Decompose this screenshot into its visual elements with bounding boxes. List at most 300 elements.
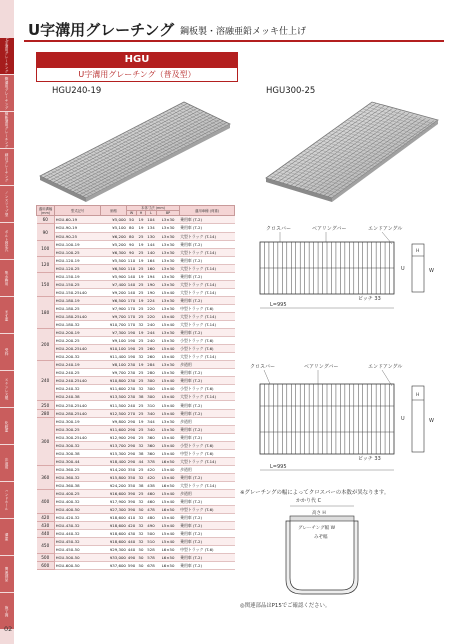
cell-l: 500 (147, 531, 155, 537)
cell-l: 300 (147, 378, 155, 384)
cell-w: 90 (127, 248, 137, 256)
cell-model: HGU-120-19 (55, 256, 101, 264)
table-row (37, 546, 235, 554)
label-pitch-2: ピッチ 33 (358, 456, 381, 462)
cell-load: 大型トラック (T-14) (180, 264, 235, 272)
table-row (37, 232, 235, 240)
cell-h: 25 (137, 337, 146, 345)
cell-h: 25 (137, 401, 146, 409)
cell-l: 378 (147, 458, 155, 464)
cell-width: 120 (37, 256, 55, 272)
cell-h: 19 (137, 224, 146, 232)
table-row (37, 441, 235, 449)
cell-price: ¥18,600 (101, 514, 127, 522)
cell-h: 25 (137, 345, 146, 353)
cell-l: 160 (147, 265, 155, 271)
cell-model: HGU-150-19 (55, 272, 101, 280)
cell-load: 歩道用 (180, 465, 235, 473)
cell-price: ¥15,300 (101, 449, 127, 457)
cell-price: ¥16,600 (101, 490, 127, 498)
cell-bar: L5×40 (157, 385, 180, 393)
cell-width: 250 (37, 401, 55, 409)
cell-w: 410 (127, 515, 136, 521)
cell-price: ¥13,700 (101, 441, 127, 449)
table-row (37, 457, 235, 465)
cell-load: 大型トラック (T-14) (180, 248, 235, 256)
sidebar-tab[interactable]: 横断溝用グレーチング (0, 112, 14, 149)
header-model: 型式記号 (55, 206, 101, 216)
table-row (37, 490, 235, 498)
cell-width: 280 (37, 409, 55, 417)
label-section-top: かかり代 C (296, 498, 322, 504)
table-row (37, 506, 235, 514)
cell-l: 344 (147, 418, 155, 424)
cell-w: 170 (127, 313, 136, 319)
cell-price: ¥18,400 (101, 457, 127, 465)
cell-h: 32 (137, 473, 146, 481)
cell-l: 190 (147, 289, 155, 295)
sidebar-tab[interactable]: 関連部品 (0, 556, 14, 593)
cell-load: 乗用車 (T-2) (180, 216, 235, 224)
cell-load: 大型トラック (T-14) (180, 280, 235, 288)
cell-l: 438 (147, 482, 155, 488)
cell-w: 110 (127, 265, 136, 271)
cell-bar: L3×30 (157, 256, 180, 264)
cell-h: 19 (137, 256, 146, 264)
cell-load: 乗用車 (T-2) (180, 433, 235, 441)
cell-h: 38 (137, 449, 146, 457)
cell-load: 歩道用 (180, 361, 235, 369)
cell-l: 420 (147, 474, 155, 480)
footnote: ◎関連部品はP15でご確認ください。 (240, 603, 331, 609)
cell-w: 350 (127, 482, 136, 488)
cell-bar: L3×30 (157, 232, 180, 240)
cell-width: 100 (37, 240, 55, 256)
cell-width: 400 (37, 490, 55, 514)
cell-bar: L3×30 (157, 304, 180, 312)
cell-price: ¥18,600 (101, 538, 127, 546)
cell-load: 中型トラック (T-6) (180, 304, 235, 312)
cell-bar: L3×30 (157, 264, 180, 272)
cell-price: ¥11,400 (101, 353, 127, 361)
cell-load: 乗用車 (T-2) (180, 530, 235, 538)
label-h: H (416, 249, 420, 254)
cell-load: 小型トラック (T-6) (180, 441, 235, 449)
sidebar-tab[interactable]: ノンスリップ型 (0, 186, 14, 223)
cell-bar: L5×40 (157, 288, 180, 296)
cell-bar: L5×40 (157, 433, 180, 441)
cell-h: 25 (137, 425, 146, 433)
cell-bar: L5×30 (157, 337, 180, 345)
cell-h: 25 (137, 280, 146, 288)
table-row (37, 481, 235, 489)
cell-bar: L5×40 (157, 498, 180, 506)
cell-model: HGU-420-32 (55, 514, 101, 522)
cell-price: ¥13,500 (101, 393, 127, 401)
sidebar-tab[interactable]: U字溝用グレーチング (0, 38, 14, 75)
cell-price: ¥10,800 (101, 377, 127, 385)
cell-w: 290 (127, 434, 136, 440)
cell-l: 460 (147, 499, 155, 505)
cell-price: ¥33,000 (101, 554, 127, 562)
sidebar-tab[interactable]: 施工例 (0, 593, 14, 630)
table-row (37, 514, 235, 522)
cell-load: 大型トラック (T-14) (180, 353, 235, 361)
cell-price: ¥6,500 (101, 296, 127, 304)
cell-w: 420 (127, 523, 136, 529)
table-row (37, 377, 235, 385)
cell-l: 460 (147, 491, 155, 497)
table-row (37, 361, 235, 369)
cell-model: HGU-90-19 (55, 224, 101, 232)
cell-load: 中型トラック (T-6) (180, 546, 235, 554)
spec-table-body (37, 216, 235, 570)
label-w: W (429, 268, 434, 274)
cell-load: 大型トラック (T-14) (180, 393, 235, 401)
cell-load: 歩道用 (180, 490, 235, 498)
sidebar-tab[interactable]: ステンレス製 (0, 371, 14, 408)
cell-h: 32 (137, 522, 146, 530)
cell-model: HGU-400-32 (55, 498, 101, 506)
cell-load: 乗用車 (T-2) (180, 522, 235, 530)
cell-model: HGU-180-25 (55, 304, 101, 312)
cell-width: 150 (37, 272, 55, 296)
cell-w: 170 (127, 322, 136, 328)
table-row (37, 312, 235, 320)
cell-l: 490 (147, 523, 155, 529)
plan-diagram-top (240, 222, 445, 320)
cell-width: 450 (37, 538, 55, 554)
cell-w: 140 (127, 273, 136, 279)
cell-w: 390 (127, 491, 136, 497)
cell-l: 164 (147, 257, 155, 263)
header-bar: BP (157, 211, 180, 216)
cell-bar: L5×40 (157, 538, 180, 546)
cell-load: 大型トラック (T-14) (180, 321, 235, 329)
cell-h: 25 (137, 377, 146, 385)
cell-model: HGU-400-50 (55, 506, 101, 514)
cell-h: 25 (137, 490, 146, 498)
sidebar-tab[interactable]: ボルト固定式 (0, 223, 14, 260)
cell-l: 224 (147, 297, 155, 303)
cell-price: ¥17,900 (101, 498, 127, 506)
cell-w: 390 (127, 499, 136, 505)
cell-w: 80 (127, 232, 137, 240)
cell-h: 38 (137, 393, 146, 401)
cell-model: HGU-180-25L40 (55, 312, 101, 320)
label-u: U (401, 266, 405, 272)
cell-w: 290 (127, 458, 136, 464)
cell-l: 510 (147, 539, 155, 545)
cell-price: ¥7,900 (101, 304, 127, 312)
cell-price: ¥14,200 (101, 465, 127, 473)
cell-l: 360 (147, 442, 155, 448)
grating-photo-left (34, 98, 234, 202)
cell-model: HGU-90-25 (55, 232, 101, 240)
label-section-bottom: グレーチング幅 W (298, 526, 336, 531)
cell-price: ¥10,700 (101, 321, 127, 329)
cell-bar: L5×40 (157, 409, 180, 417)
cell-l: 220 (147, 305, 155, 311)
cell-l: 310 (147, 402, 155, 408)
cell-load: 歩道用 (180, 417, 235, 425)
cell-w: 190 (127, 346, 136, 352)
cell-l: 220 (147, 313, 155, 319)
cell-l: 300 (147, 386, 155, 392)
cell-bar: L6×50 (157, 481, 180, 489)
cell-h: 25 (137, 304, 146, 312)
cell-l: 284 (147, 362, 155, 368)
cell-price: ¥18,600 (101, 522, 127, 530)
label-end-angle-2: エンドアングル (368, 364, 403, 370)
sidebar-nav (0, 0, 14, 644)
cell-price: ¥29,300 (101, 546, 127, 554)
cell-width: 360 (37, 465, 55, 489)
cell-w: 230 (127, 362, 136, 368)
cell-l: 130 (147, 233, 155, 239)
sidebar-tab[interactable]: 側溝用グレーチング (0, 75, 14, 112)
table-row (37, 329, 235, 337)
cell-price: ¥7,300 (101, 329, 127, 337)
cell-bar: L5×40 (157, 465, 180, 473)
crossbar-note: ※グレーチングの幅によってクロスバーの本数が異なります。 (240, 490, 390, 496)
cell-model: HGU-240-25L40 (55, 377, 101, 385)
cell-w: 80 (127, 224, 137, 232)
header-width: 適用溝幅 (mm) (37, 206, 55, 216)
cell-width: 240 (37, 361, 55, 401)
cell-w: 590 (127, 563, 136, 569)
sidebar-tab[interactable]: ハンドホール (0, 482, 14, 519)
label-cross-bar-2: クロスバー (250, 364, 276, 370)
table-row (37, 433, 235, 441)
cell-w: 490 (127, 555, 136, 561)
cell-bar: L5×40 (157, 345, 180, 353)
cell-h: 25 (137, 264, 146, 272)
cell-w: 230 (127, 370, 136, 376)
table-row (37, 369, 235, 377)
cell-l: 478 (147, 507, 155, 513)
cell-l: 578 (147, 555, 155, 561)
cell-w: 350 (127, 474, 136, 480)
sidebar-tab[interactable]: ます蓋 (0, 297, 14, 334)
cell-load: 乗用車 (T-2) (180, 329, 235, 337)
cell-l: 420 (147, 466, 155, 472)
cell-bar: L5×30 (157, 369, 180, 377)
cell-load: 乗用車 (T-2) (180, 296, 235, 304)
cell-price: ¥9,200 (101, 288, 127, 296)
cell-price: ¥5,900 (101, 272, 127, 280)
cell-model: HGU-180-32 (55, 321, 101, 329)
cell-h: 25 (137, 465, 146, 473)
cell-load: 乗用車 (T-2) (180, 272, 235, 280)
cell-price: ¥9,800 (101, 417, 127, 425)
cell-h: 25 (137, 232, 146, 240)
cell-h: 32 (137, 321, 146, 329)
cell-w: 110 (127, 257, 136, 263)
table-row (37, 264, 235, 272)
cell-l: 134 (147, 225, 155, 231)
page-number: 02 (4, 625, 13, 633)
cell-l: 678 (147, 563, 155, 569)
cell-load: 中型トラック (T-6) (180, 449, 235, 457)
title-divider (24, 40, 444, 42)
label-bearing-bar: ベアリングバー (312, 226, 347, 232)
cell-load: 中型トラック (T-6) (180, 506, 235, 514)
cell-l: 340 (147, 426, 155, 432)
cell-model: HGU-600-50 (55, 562, 101, 570)
cell-bar: L5×40 (157, 449, 180, 457)
cell-h: 32 (137, 538, 146, 546)
cell-bar: L3×30 (157, 361, 180, 369)
cell-price: ¥11,600 (101, 385, 127, 393)
cell-bar: L5×40 (157, 401, 180, 409)
cell-h: 25 (137, 248, 146, 256)
cell-load: 乗用車 (T-2) (180, 538, 235, 546)
cell-model: HGU-100-25 (55, 248, 101, 256)
cell-model: HGU-300-44 (55, 457, 101, 465)
cell-w: 290 (127, 450, 136, 456)
label-end-angle: エンドアングル (368, 226, 403, 232)
cell-load: 大型トラック (T-14) (180, 457, 235, 465)
cell-load: 小型トラック (T-6) (180, 345, 235, 353)
cell-w: 290 (127, 418, 136, 424)
table-row (37, 449, 235, 457)
table-row (37, 345, 235, 353)
cell-h: 25 (137, 433, 146, 441)
sidebar-tab[interactable]: 化粧蓋 (0, 408, 14, 445)
cell-bar: L3×30 (157, 296, 180, 304)
cell-w: 440 (127, 547, 136, 553)
cell-h: 19 (137, 216, 146, 224)
cell-w: 390 (127, 507, 136, 513)
cell-h: 25 (137, 409, 146, 417)
spec-table (36, 205, 235, 570)
cell-bar: L5×30 (157, 425, 180, 433)
table-row (37, 296, 235, 304)
sidebar-tab[interactable]: 集水桝用 (0, 260, 14, 297)
cell-model: HGU-280-25L40 (55, 409, 101, 417)
cell-model: HGU-240-38 (55, 393, 101, 401)
cell-l: 260 (147, 354, 155, 360)
cell-bar: L5×40 (157, 530, 180, 538)
table-row (37, 401, 235, 409)
cell-model: HGU-360-32 (55, 473, 101, 481)
cell-price: ¥11,500 (101, 401, 127, 409)
cell-model: HGU-200-32 (55, 353, 101, 361)
page-subtitle: 鋼板製・溶融亜鉛メッキ仕上げ (180, 27, 307, 37)
cell-model: HGU-400-25 (55, 490, 101, 498)
cell-width: 430 (37, 522, 55, 530)
cell-bar: L5×40 (157, 312, 180, 320)
cell-price: ¥5,000 (101, 216, 127, 224)
cell-l: 144 (147, 241, 155, 247)
sidebar-tab[interactable]: 溝蓋 (0, 519, 14, 556)
cell-h: 19 (137, 240, 146, 248)
cell-bar: L6×50 (157, 546, 180, 554)
cell-h: 25 (137, 288, 146, 296)
cell-load: 乗用車 (T-2) (180, 240, 235, 248)
cell-model: HGU-250-25L40 (55, 401, 101, 409)
cell-model: HGU-240-25 (55, 369, 101, 377)
label-pitch: ピッチ 33 (358, 296, 381, 302)
table-row (37, 248, 235, 256)
cell-h: 50 (137, 506, 146, 514)
cell-width: 300 (37, 417, 55, 465)
cell-load: 乗用車 (T-2) (180, 377, 235, 385)
table-row (37, 280, 235, 288)
cell-w: 270 (127, 410, 136, 416)
cell-model: HGU-180-19 (55, 296, 101, 304)
table-row (37, 216, 235, 224)
photo-label-left: HGU240-19 (52, 86, 102, 96)
cell-price: ¥5,200 (101, 240, 127, 248)
header-h: H (137, 211, 146, 216)
cell-load: 大型トラック (T-14) (180, 481, 235, 489)
cell-bar: L5×40 (157, 321, 180, 329)
cell-bar: L6×50 (157, 506, 180, 514)
cell-model: HGU-150-25 (55, 280, 101, 288)
sidebar-tab[interactable]: 歩道用 (0, 445, 14, 482)
cell-width: 600 (37, 562, 55, 570)
cell-w: 140 (127, 281, 136, 287)
table-row (37, 409, 235, 417)
cell-l: 190 (147, 281, 155, 287)
cell-model: HGU-300-38 (55, 449, 101, 457)
cell-model: HGU-300-25 (55, 425, 101, 433)
cell-load: 乗用車 (T-2) (180, 514, 235, 522)
table-row (37, 240, 235, 248)
cell-model: HGU-450-50 (55, 546, 101, 554)
cell-price: ¥5,100 (101, 224, 127, 232)
section-diagram (270, 494, 390, 598)
cell-model: HGU-300-25L40 (55, 433, 101, 441)
cell-load: 乗用車 (T-2) (180, 369, 235, 377)
cell-model: HGU-150-25L40 (55, 288, 101, 296)
cell-load: 乗用車 (T-2) (180, 554, 235, 562)
cell-price: ¥9,700 (101, 312, 127, 320)
sidebar-tab[interactable]: 細目グレーチング (0, 149, 14, 186)
cell-model: HGU-450-32 (55, 538, 101, 546)
table-row (37, 522, 235, 530)
cell-w: 50 (127, 216, 137, 224)
cell-l: 240 (147, 338, 155, 344)
sidebar-tab[interactable]: 受枠 (0, 334, 14, 371)
cell-w: 240 (127, 402, 136, 408)
page-title: U字溝用グレーチング (28, 21, 175, 39)
cell-price: ¥9,700 (101, 369, 127, 377)
cell-bar: L5×40 (157, 353, 180, 361)
label-length-2: L=995 (270, 464, 287, 470)
cell-model: HGU-200-25L40 (55, 345, 101, 353)
table-row (37, 353, 235, 361)
cell-model: HGU-60-19 (55, 216, 101, 224)
product-code-banner: HGU (36, 52, 238, 67)
cell-w: 350 (127, 466, 136, 472)
cell-w: 190 (127, 338, 136, 344)
grating-photo-right (252, 98, 452, 202)
label-section-mid: 高さ H (312, 511, 326, 516)
cell-h: 44 (137, 457, 146, 465)
cell-price: ¥27,300 (101, 506, 127, 514)
cell-load: 大型トラック (T-14) (180, 312, 235, 320)
table-row (37, 337, 235, 345)
cell-price: ¥15,800 (101, 473, 127, 481)
cell-l: 140 (147, 249, 155, 255)
cell-bar: L5×40 (157, 473, 180, 481)
cell-load: 乗用車 (T-2) (180, 425, 235, 433)
cell-bar: L5×40 (157, 514, 180, 522)
cell-model: HGU-240-32 (55, 385, 101, 393)
